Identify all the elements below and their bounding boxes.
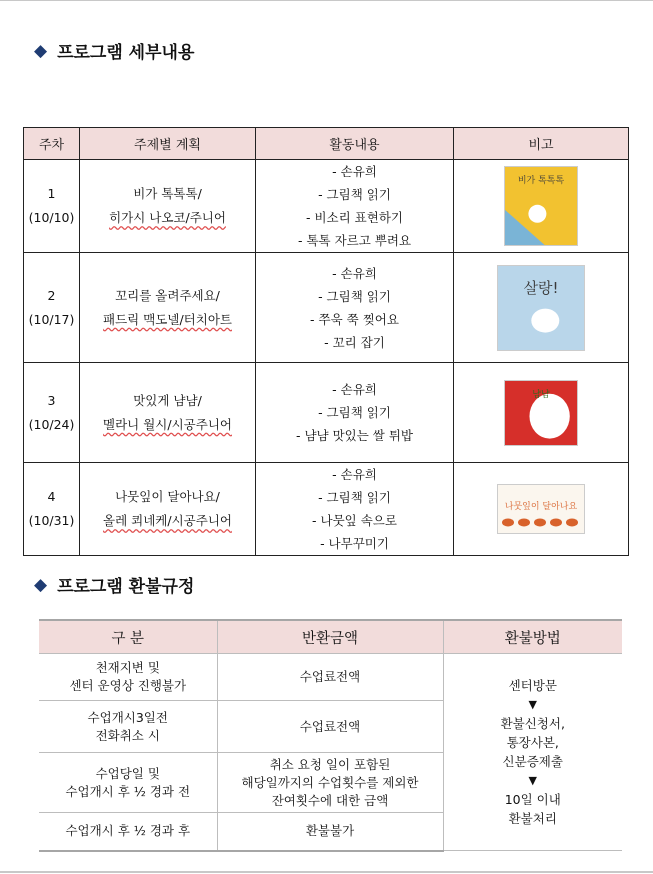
refund-category-cell [39, 701, 217, 753]
book-cover-title: 비가 톡톡톡 [517, 176, 565, 186]
refund-method-cell [443, 654, 622, 851]
note-cell [454, 463, 629, 556]
section-title: 프로그램 세부내용 [57, 43, 195, 63]
refund-table [39, 619, 622, 852]
activity-item: - 톡톡 자르고 뿌려요 [297, 233, 412, 248]
category-line: 센터 운영상 진행불가 [69, 678, 187, 693]
category-line: 전화취소 시 [95, 727, 160, 743]
book-cover-title: 나뭇잎이 달아나요 [504, 502, 578, 512]
book-cover-title: 살랑! [523, 278, 559, 297]
amount-line: 취소 요청 일이 포함된 [269, 756, 391, 772]
activity-item: - 손유희 [332, 467, 377, 482]
topic-author: 멜라니 월시/시공주니어 [103, 416, 232, 432]
activity-item: - 꼬리 잡기 [324, 334, 385, 350]
note-cell [454, 253, 629, 363]
top-divider [0, 0, 653, 1]
section-heading-program-details [34, 38, 194, 63]
topic-title: 꼬리를 올려주세요/ [115, 287, 220, 303]
topic-author: 히가시 나오코/주니어 [109, 210, 226, 225]
amount-line: 잔여횟수에 대한 금액 [271, 792, 389, 808]
topic-cell [80, 160, 256, 253]
method-step: 환불신청서, [500, 716, 565, 731]
book-cover-rain [504, 166, 578, 246]
program-row [24, 160, 629, 253]
section-heading-refund-policy [34, 572, 194, 597]
refund-amount-cell [217, 813, 443, 851]
topic-cell [80, 463, 256, 556]
amount-line: 수업료전액 [299, 718, 361, 734]
refund-amount-cell [217, 753, 443, 813]
activity-item: - 비소리 표현하기 [306, 210, 403, 225]
book-cover-tail [497, 265, 585, 351]
week-date: (10/17) [28, 311, 75, 327]
activity-item: - 그림책 읽기 [318, 187, 391, 202]
bottom-divider [0, 871, 653, 873]
category-line: 수업개시3일전 [87, 709, 168, 725]
amount-line: 환불불가 [305, 823, 355, 839]
topic-title: 맛있게 냠냠/ [133, 392, 202, 408]
note-cell [454, 363, 629, 463]
method-step: 신분증제출 [502, 754, 563, 769]
refund-header-row [39, 620, 622, 654]
program-header-row [24, 128, 629, 160]
book-cover-title: 냠냠 [532, 389, 550, 400]
method-step: 통장사본, [506, 735, 559, 750]
arrow-down-icon: ▼ [528, 774, 537, 787]
week-date: (10/31) [28, 513, 75, 528]
activity-item: - 냠냠 맛있는 쌀 튀밥 [295, 428, 413, 443]
week-cell [24, 160, 80, 253]
method-step: 10일 이내 [504, 792, 561, 807]
refund-category-cell [39, 654, 217, 701]
refund-amount-cell [217, 654, 443, 701]
header-activity: 활동내용 [256, 128, 454, 160]
topic-cell [80, 253, 256, 363]
activity-item: - 그림책 읽기 [318, 490, 391, 505]
activity-cell [256, 160, 454, 253]
diamond-bullet-icon: ◆ [34, 574, 48, 595]
week-date: (10/24) [28, 416, 75, 432]
header-week: 주차 [24, 128, 80, 160]
activity-item: - 손유희 [332, 164, 377, 179]
refund-category-cell [39, 753, 217, 813]
week-date: (10/10) [28, 210, 75, 225]
week-number: 3 [47, 392, 56, 408]
book-cover-yum [504, 380, 578, 446]
amount-line: 해당일까지의 수업횟수를 제외한 [241, 774, 419, 790]
header-note: 비고 [454, 128, 629, 160]
header-method: 환불방법 [443, 620, 622, 654]
program-row [24, 253, 629, 363]
activity-item: - 손유희 [332, 382, 377, 397]
section-title: 프로그램 환불규정 [57, 577, 195, 597]
activity-cell [256, 253, 454, 363]
book-cover-leaves [497, 484, 585, 534]
week-cell [24, 463, 80, 556]
topic-author: 올레 쾨네케/시공주니어 [103, 513, 232, 528]
header-category: 구 분 [39, 620, 217, 654]
diamond-bullet-icon: ◆ [34, 40, 48, 61]
activity-item: - 그림책 읽기 [318, 405, 391, 420]
header-topic: 주제별 계획 [80, 128, 256, 160]
method-step: 환불처리 [508, 811, 557, 826]
activity-cell [256, 363, 454, 463]
program-row [24, 463, 629, 556]
activity-item: - 나무꾸미기 [320, 536, 389, 551]
topic-cell [80, 363, 256, 463]
week-cell [24, 363, 80, 463]
week-number: 1 [47, 186, 56, 201]
topic-author: 패드릭 맥도넬/터치아트 [103, 311, 232, 327]
week-cell [24, 253, 80, 363]
method-step: 센터방문 [508, 678, 557, 693]
refund-amount-cell [217, 701, 443, 753]
note-cell [454, 160, 629, 253]
topic-title: 나뭇잎이 달아나요/ [115, 489, 220, 504]
category-line: 수업개시 후 ½ 경과 후 [65, 823, 191, 839]
category-line: 수업당일 및 [95, 765, 160, 781]
topic-title: 비가 톡톡톡/ [133, 186, 202, 201]
arrow-down-icon: ▼ [528, 698, 537, 711]
refund-row [39, 654, 622, 701]
activity-item: - 손유희 [332, 265, 377, 281]
header-amount: 반환금액 [217, 620, 443, 654]
program-table [23, 127, 629, 556]
activity-item: - 쭈욱 쭉 찢어요 [310, 311, 399, 327]
refund-category-cell [39, 813, 217, 851]
category-line: 수업개시 후 ½ 경과 전 [65, 783, 191, 799]
program-row [24, 363, 629, 463]
week-number: 2 [47, 287, 56, 303]
week-number: 4 [47, 489, 56, 504]
activity-item: - 그림책 읽기 [318, 288, 391, 304]
activity-cell [256, 463, 454, 556]
activity-item: - 나뭇잎 속으로 [312, 513, 397, 528]
amount-line: 수업료전액 [299, 669, 361, 684]
category-line: 천재지변 및 [95, 660, 160, 675]
